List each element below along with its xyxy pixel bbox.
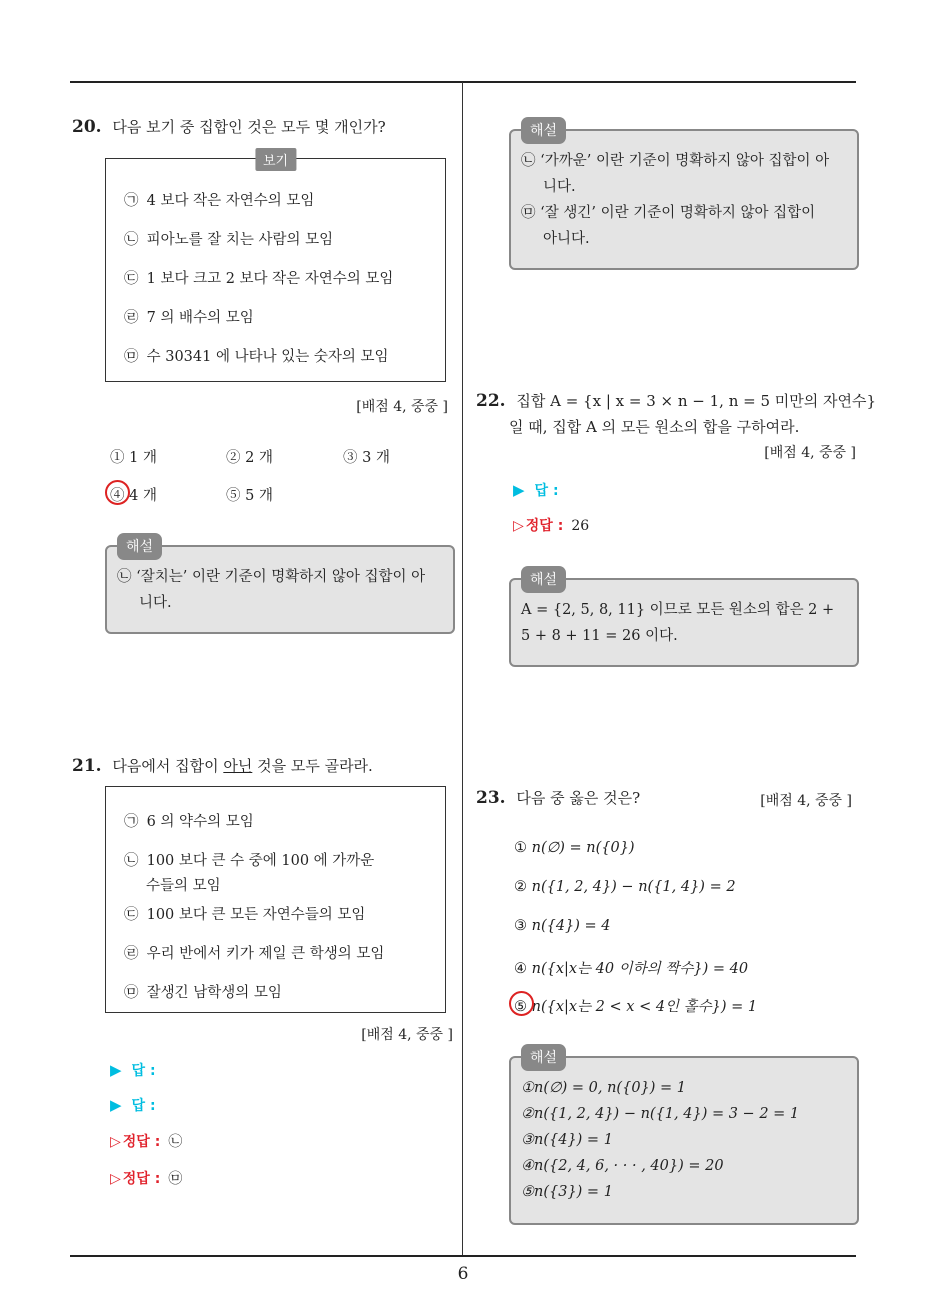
explanation-title: 해설 [521, 566, 566, 593]
example-box-title: 보기 [255, 148, 296, 171]
explanation-title: 해설 [521, 117, 566, 144]
explanation-title: 해설 [117, 533, 162, 560]
example-item: ㉢ 1 보다 크고 2 보다 작은 자연수의 모임 [124, 271, 394, 287]
example-item: ㉣ 7 의 배수의 모임 [124, 310, 254, 326]
choice-3[interactable]: ③ 3 개 [343, 450, 390, 466]
question-23-stem: 23. 다음 중 옳은 것은? [476, 788, 641, 808]
choice-4[interactable]: ④ n({x|x는 40 이하의 짝수}) = 40 [514, 961, 749, 977]
question-20-stem [72, 116, 386, 137]
explanation-line: ③n({4}) = 1 [521, 1132, 613, 1148]
explanation-box-continued [509, 123, 859, 270]
choice-1[interactable]: ① n(∅) = n({0}) [514, 840, 635, 856]
answer-row[interactable]: ▶ 답 : [110, 1096, 156, 1114]
explanation-box [509, 1050, 859, 1225]
score-label: [배점 4, 중중 ] [764, 445, 856, 461]
statement-item: 수들의 모임 [146, 878, 221, 894]
choice-1[interactable]: ① 1 개 [110, 450, 157, 466]
explanation-line: 아니다. [543, 231, 590, 247]
choice-3[interactable]: ③ n({4}) = 4 [514, 918, 611, 934]
example-box [105, 154, 446, 382]
answer-row[interactable]: ▶ 답 : [110, 1061, 156, 1079]
choice-5[interactable]: ⑤ 5 개 [226, 488, 273, 504]
statement-item: ㉢ 100 보다 큰 모든 자연수들의 모임 [124, 907, 366, 923]
explanation-line: ㉡ ‘가까운’ 이란 기준이 명확하지 않아 집합이 아 [521, 153, 830, 169]
page-number: 6 [457, 1264, 469, 1284]
question-22-stem: 22. 집합 A = {x | x = 3 × n − 1, n = 5 미만의 자연수} [476, 391, 877, 411]
choice-2[interactable]: ② n({1, 2, 4}) − n({1, 4}) = 2 [514, 879, 736, 895]
answer-circle-mark [509, 991, 534, 1016]
question-21-stem: 21. 다음에서 집합이 아닌 것을 모두 골라라. [72, 756, 373, 776]
score-label: [배점 4, 중중 ] [361, 1027, 453, 1043]
statement-item: ㉣ 우리 반에서 키가 제일 큰 학생의 모임 [124, 946, 385, 962]
score-label: [배점 4, 중중 ] [356, 399, 448, 415]
question-text: 다음 보기 중 집합인 것은 모두 몇 개인가? [112, 118, 386, 136]
question-22-stem-line2: 일 때, 집합 A 의 모든 원소의 합을 구하여라. [509, 418, 800, 436]
statement-item: ㉡ 100 보다 큰 수 중에 100 에 가까운 [124, 853, 375, 869]
question-number: 23. [476, 788, 506, 808]
explanation-line: ④n({2, 4, 6, · · · , 40}) = 20 [521, 1158, 724, 1174]
explanation-title: 해설 [521, 1044, 566, 1071]
example-item: ㉠ 4 보다 작은 자연수의 모임 [124, 193, 315, 209]
top-rule [70, 81, 856, 83]
underlined-word: 아닌 [223, 757, 253, 775]
statement-item: ㉠ 6 의 약수의 모임 [124, 814, 254, 830]
explanation-line: ②n({1, 2, 4}) − n({1, 4}) = 3 − 2 = 1 [521, 1106, 800, 1122]
explanation-line: 5 + 8 + 11 = 26 이다. [521, 628, 678, 644]
choice-5[interactable]: ⑤ n({x|x는 2 < x < 4인 홀수}) = 1 [514, 999, 758, 1015]
explanation-line: 니다. [139, 595, 172, 611]
column-divider [462, 82, 463, 1257]
explanation-line: 니다. [543, 179, 576, 195]
question-number: 20. [72, 117, 102, 137]
example-item: ㉤ 수 30341 에 나타나 있는 숫자의 모임 [124, 349, 389, 365]
explanation-line: ①n(∅) = 0, n({0}) = 1 [521, 1080, 687, 1096]
explanation-line: ㉡ ‘잘치는’ 이란 기준이 명확하지 않아 집합이 아 [117, 569, 426, 585]
bottom-rule [70, 1255, 856, 1257]
question-number: 22. [476, 391, 506, 411]
explanation-box [509, 572, 859, 667]
example-item: ㉡ 피아노를 잘 치는 사람의 모임 [124, 232, 334, 248]
explanation-line: A = {2, 5, 8, 11} 이므로 모든 원소의 합은 2 + [521, 602, 835, 618]
correct-answer-row: ▷ 정답 : ㉡ [110, 1134, 183, 1150]
explanation-box [105, 539, 455, 634]
explanation-line: ㉤ ‘잘 생긴’ 이란 기준이 명확하지 않아 집합이 [521, 205, 816, 221]
statement-item: ㉤ 잘생긴 남학생의 모임 [124, 985, 282, 1001]
correct-answer-row: ▷ 정답 : 26 [513, 518, 590, 534]
answer-row[interactable]: ▶ 답 : [513, 481, 559, 499]
answer-circle-mark [105, 480, 130, 505]
score-label: [배점 4, 중중 ] [760, 793, 852, 809]
question-number: 21. [72, 756, 102, 776]
correct-answer-row: ▷ 정답 : ㉤ [110, 1171, 183, 1187]
choice-4[interactable]: ④ 4 개 [110, 488, 157, 504]
explanation-line: ⑤n({3}) = 1 [521, 1184, 613, 1200]
statement-box [105, 786, 446, 1013]
choice-2[interactable]: ② 2 개 [226, 450, 273, 466]
